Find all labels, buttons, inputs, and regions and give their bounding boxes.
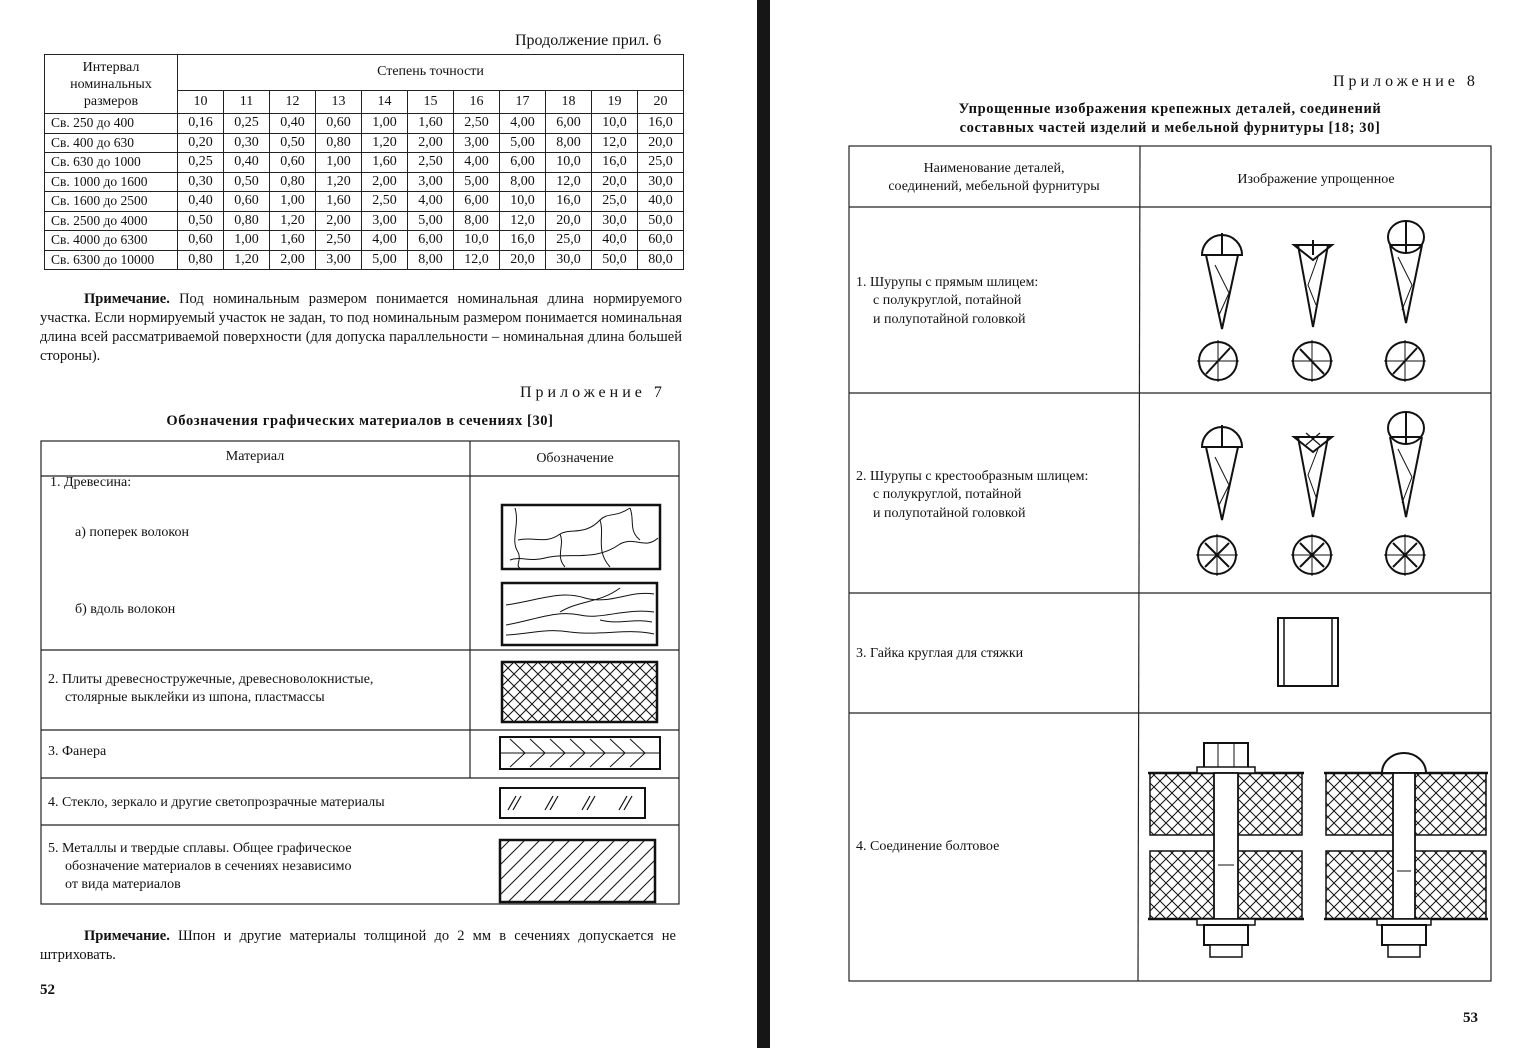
wood-cross-swatch xyxy=(502,505,660,569)
col-image: Изображение упрощенное xyxy=(1237,172,1395,187)
glass-swatch xyxy=(500,788,645,818)
tolerance-value: 6,00 xyxy=(454,192,500,212)
tolerance-value: 2,00 xyxy=(408,133,454,153)
materials-table xyxy=(40,440,680,905)
tolerance-value: 1,20 xyxy=(224,250,270,270)
tolerance-value: 1,00 xyxy=(362,114,408,134)
fasteners-table xyxy=(848,145,1492,982)
table-row xyxy=(45,114,684,134)
tolerance-value: 20,0 xyxy=(592,172,638,192)
tolerance-value: 4,00 xyxy=(362,231,408,251)
tolerance-value: 2,50 xyxy=(362,192,408,212)
tolerance-value: 30,0 xyxy=(638,172,684,192)
col-name-2: соединений, мебельной фурнитуры xyxy=(888,179,1100,194)
tolerance-value: 0,25 xyxy=(224,114,270,134)
tolerance-value: 10,0 xyxy=(500,192,546,212)
tolerance-value: 2,50 xyxy=(408,153,454,173)
tolerance-value: 5,00 xyxy=(500,133,546,153)
tolerance-value: 10,0 xyxy=(454,231,500,251)
note-1-text: Под номинальным размером понимается номинальная длина нормируемого участка. Если нормируемый участок не задан, то под номинальным размером понимается номинальная длина всей рассматриваемой поверхности (для допуска параллельности – номинальная длина большей стороны). xyxy=(40,291,682,364)
tolerance-value: 3,00 xyxy=(454,133,500,153)
left-page xyxy=(0,0,758,1048)
table-row xyxy=(45,133,684,153)
row1-line1: 1. Шурупы с прямым шлицем: xyxy=(856,275,1039,290)
screw-countersunk-cross xyxy=(1294,433,1332,517)
tolerance-value: 25,0 xyxy=(592,192,638,212)
grade-header: 11 xyxy=(224,90,270,113)
tolerance-value: 30,0 xyxy=(546,250,592,270)
tolerance-value: 1,60 xyxy=(270,231,316,251)
hatch-swatches xyxy=(40,440,680,905)
tolerance-value: 5,00 xyxy=(454,172,500,192)
table-row xyxy=(45,231,684,251)
tolerance-value: 12,0 xyxy=(592,133,638,153)
tolerance-value: 0,80 xyxy=(178,250,224,270)
wood-cross-label: а) поперек волокон xyxy=(75,525,189,540)
screw-round-head-cross xyxy=(1202,425,1242,520)
wood-along-label: б) вдоль волокон xyxy=(75,602,176,617)
tolerance-value: 16,0 xyxy=(592,153,638,173)
boards-label-1: 2. Плиты древесностружечные, древесноволокнистые, xyxy=(48,672,374,687)
tolerance-value: 30,0 xyxy=(592,211,638,231)
tolerance-value: 12,0 xyxy=(500,211,546,231)
tolerance-value: 0,80 xyxy=(224,211,270,231)
tolerance-value: 0,30 xyxy=(178,172,224,192)
tolerance-value: 10,0 xyxy=(546,153,592,173)
row2-line1: 2. Шурупы с крестообразным шлицем: xyxy=(856,469,1089,484)
slot-top-view-3 xyxy=(1384,340,1426,382)
tolerance-value: 16,0 xyxy=(546,192,592,212)
col-name-1: Наименование деталей, xyxy=(923,161,1065,176)
tolerance-value: 2,50 xyxy=(454,114,500,134)
tolerance-value: 50,0 xyxy=(592,250,638,270)
tolerance-value: 20,0 xyxy=(546,211,592,231)
tolerance-value: 6,00 xyxy=(546,114,592,134)
tolerance-value: 20,0 xyxy=(638,133,684,153)
row-interval-label: Св. 1000 до 1600 xyxy=(45,172,178,192)
tolerance-value: 1,60 xyxy=(316,192,362,212)
tolerance-value: 20,0 xyxy=(500,250,546,270)
row-interval-label: Св. 400 до 630 xyxy=(45,133,178,153)
metal-label-1: 5. Металлы и твердые сплавы. Общее графическое xyxy=(48,841,352,856)
appendix-7-label: Приложение 7 xyxy=(520,384,666,401)
tolerance-value: 50,0 xyxy=(638,211,684,231)
tolerance-value: 2,50 xyxy=(316,231,362,251)
grade-header: 16 xyxy=(454,90,500,113)
grade-header: 17 xyxy=(500,90,546,113)
table-row xyxy=(45,192,684,212)
tolerance-value: 8,00 xyxy=(546,133,592,153)
row-interval-label: Св. 630 до 1000 xyxy=(45,153,178,173)
tolerance-value: 60,0 xyxy=(638,231,684,251)
row3-label: 3. Гайка круглая для стяжки xyxy=(856,646,1024,661)
right-page xyxy=(770,0,1528,1048)
tolerance-value: 0,25 xyxy=(178,153,224,173)
tolerance-value: 0,60 xyxy=(224,192,270,212)
tolerance-value: 0,80 xyxy=(270,172,316,192)
col-material: Материал xyxy=(225,449,285,464)
row-interval-label: Св. 6300 до 10000 xyxy=(45,250,178,270)
slot-top-view-1 xyxy=(1197,340,1239,382)
tolerance-value: 2,00 xyxy=(270,250,316,270)
screw-raised-countersunk-slot xyxy=(1388,221,1424,323)
tolerance-value: 0,40 xyxy=(178,192,224,212)
tolerance-value: 25,0 xyxy=(638,153,684,173)
grade-header: 20 xyxy=(638,90,684,113)
tolerance-value: 16,0 xyxy=(500,231,546,251)
tolerance-value: 8,00 xyxy=(408,250,454,270)
tolerance-value: 3,00 xyxy=(316,250,362,270)
table-row xyxy=(45,153,684,173)
page-number-right: 53 xyxy=(1463,1010,1478,1026)
tolerance-value: 0,60 xyxy=(178,231,224,251)
screw-raised-countersunk-cross xyxy=(1388,412,1424,517)
tolerance-value: 0,50 xyxy=(178,211,224,231)
note-2 xyxy=(40,927,676,965)
tolerance-value: 1,60 xyxy=(362,153,408,173)
header-grade: Степень точности xyxy=(178,55,684,91)
col-designation: Обозначение xyxy=(536,451,614,466)
grade-header: 13 xyxy=(316,90,362,113)
tolerance-value: 40,0 xyxy=(638,192,684,212)
plywood-swatch xyxy=(500,737,660,769)
appendix-8-title-2: составных частей изделий и мебельной фурнитуры [18; 30] xyxy=(959,120,1381,136)
tolerance-value: 3,00 xyxy=(408,172,454,192)
grade-header: 10 xyxy=(178,90,224,113)
tolerance-value: 5,00 xyxy=(362,250,408,270)
tolerance-value: 5,00 xyxy=(408,211,454,231)
slot-top-view-2 xyxy=(1291,340,1333,382)
tolerance-value: 12,0 xyxy=(546,172,592,192)
tolerance-value: 1,00 xyxy=(270,192,316,212)
grade-header: 12 xyxy=(270,90,316,113)
row-interval-label: Св. 250 до 400 xyxy=(45,114,178,134)
tolerance-value: 2,00 xyxy=(316,211,362,231)
metal-swatch xyxy=(500,840,655,902)
screw-countersunk-slot xyxy=(1294,240,1332,327)
tolerance-value: 0,50 xyxy=(224,172,270,192)
tolerance-value: 80,0 xyxy=(638,250,684,270)
note-2-text: Шпон и другие материалы толщиной до 2 мм в сечениях допускается не штриховать. xyxy=(40,928,676,963)
appendix-7-title: Обозначения графических материалов в сечениях [30] xyxy=(166,413,554,429)
grade-header: 15 xyxy=(408,90,454,113)
bolt-joint-hex xyxy=(1148,743,1304,957)
table-row xyxy=(45,172,684,192)
screw-round-head-slot xyxy=(1202,233,1242,329)
grade-header: 14 xyxy=(362,90,408,113)
tolerance-body xyxy=(45,114,684,270)
wood-label: 1. Древесина: xyxy=(50,475,132,490)
fastener-drawings xyxy=(848,145,1492,982)
table-row xyxy=(45,211,684,231)
grade-header: 19 xyxy=(592,90,638,113)
header-interval: Интервал номинальных размеров xyxy=(45,55,178,114)
tolerance-value: 0,16 xyxy=(178,114,224,134)
page-number-left: 52 xyxy=(40,982,55,998)
tolerance-value: 0,40 xyxy=(270,114,316,134)
note-1 xyxy=(40,290,682,366)
glass-label: 4. Стекло, зеркало и другие светопрозрачные материалы xyxy=(48,795,385,810)
tolerance-value: 3,00 xyxy=(362,211,408,231)
tolerance-value: 1,20 xyxy=(316,172,362,192)
tolerance-value: 40,0 xyxy=(592,231,638,251)
tolerance-value: 0,40 xyxy=(224,153,270,173)
row1-line3: и полупотайной головкой xyxy=(873,312,1026,327)
tolerance-value: 0,60 xyxy=(316,114,362,134)
tolerance-value: 1,00 xyxy=(224,231,270,251)
tolerance-value: 0,60 xyxy=(270,153,316,173)
row1-line2: с полукруглой, потайной xyxy=(873,293,1022,308)
appendix-8-title-1: Упрощенные изображения крепежных деталей, соединений xyxy=(958,101,1382,117)
tolerance-value: 0,80 xyxy=(316,133,362,153)
metal-label-3: от вида материалов xyxy=(65,877,181,892)
tolerance-value: 4,00 xyxy=(500,114,546,134)
row-interval-label: Св. 2500 до 4000 xyxy=(45,211,178,231)
row-interval-label: Св. 1600 до 2500 xyxy=(45,192,178,212)
continuation-label: Продолжение прил. 6 xyxy=(515,32,662,49)
tolerance-value: 4,00 xyxy=(454,153,500,173)
note-1-label: Примечание. xyxy=(84,291,170,307)
tolerance-value: 4,00 xyxy=(408,192,454,212)
wood-along-swatch xyxy=(502,583,657,645)
tolerance-value: 1,60 xyxy=(408,114,454,134)
cross-top-view-1 xyxy=(1196,534,1238,576)
board-swatch xyxy=(502,662,657,722)
tolerance-value: 10,0 xyxy=(592,114,638,134)
tolerance-table xyxy=(44,54,684,270)
tolerance-value: 2,00 xyxy=(362,172,408,192)
row4-label: 4. Соединение болтовое xyxy=(856,839,1000,854)
tolerance-value: 8,00 xyxy=(454,211,500,231)
tolerance-value: 8,00 xyxy=(500,172,546,192)
tolerance-value: 25,0 xyxy=(546,231,592,251)
tolerance-value: 12,0 xyxy=(454,250,500,270)
plywood-label: 3. Фанера xyxy=(48,744,107,759)
metal-label-2: обозначение материалов в сечениях независимо xyxy=(65,859,352,874)
row2-line3: и полупотайной головкой xyxy=(873,506,1026,521)
note-2-label: Примечание. xyxy=(84,928,170,944)
tolerance-value: 0,50 xyxy=(270,133,316,153)
boards-label-2: столярные выклейки из шпона, пластмассы xyxy=(65,690,325,705)
tolerance-value: 1,20 xyxy=(362,133,408,153)
row2-line2: с полукруглой, потайной xyxy=(873,487,1022,502)
grade-header: 18 xyxy=(546,90,592,113)
tolerance-value: 16,0 xyxy=(638,114,684,134)
appendix-8-label: Приложение 8 xyxy=(1333,73,1479,90)
tolerance-value: 1,00 xyxy=(316,153,362,173)
row-interval-label: Св. 4000 до 6300 xyxy=(45,231,178,251)
round-nut-drawing xyxy=(1278,618,1338,686)
cross-top-view-2 xyxy=(1291,534,1333,576)
cross-top-view-3 xyxy=(1384,534,1426,576)
bolt-joint-round xyxy=(1324,753,1488,957)
tolerance-value: 0,30 xyxy=(224,133,270,153)
tolerance-value: 6,00 xyxy=(500,153,546,173)
tolerance-value: 1,20 xyxy=(270,211,316,231)
tolerance-value: 0,20 xyxy=(178,133,224,153)
table-row xyxy=(45,250,684,270)
tolerance-value: 6,00 xyxy=(408,231,454,251)
